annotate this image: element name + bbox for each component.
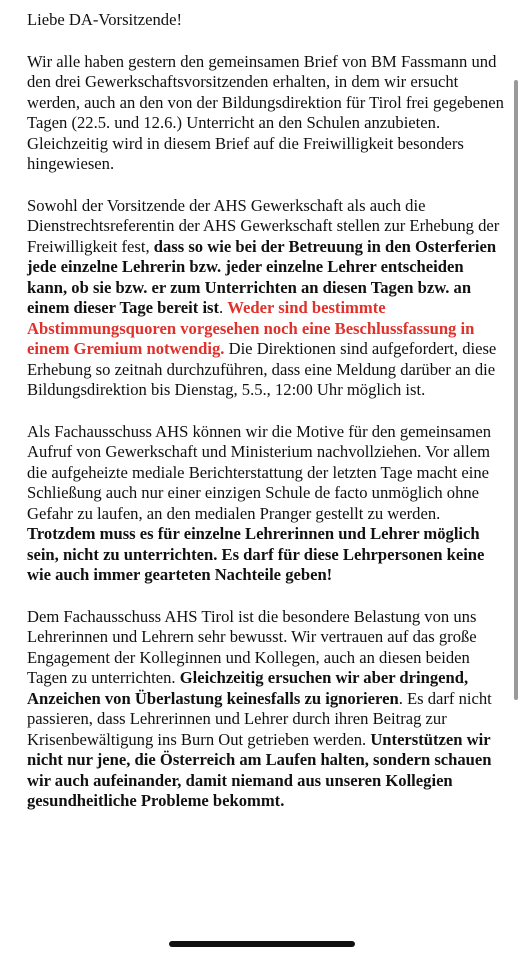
paragraph-4-bold-2: Unterstützen wir nicht nur jene, die Österreich am Laufen halten, sondern schauen wir auch aufeinander, damit niemand aus unseren Kollegien gesundheitliche Probleme bekommt. <box>27 729 492 810</box>
paragraph-4-text-c: . Es darf nicht passieren, dass Lehrerinnen und Lehrer durch ihren Beitrag zur Krisenbewältigung ins Burn Out getrieben werden. <box>27 688 492 749</box>
paragraph-2-text-e: Die Direktionen sind aufgefordert, diese Erhebung so zeitnah durchzuführen, dass eine Meldung darüber an die Bildungsdirektion bis Dienstag, 5.5., 12:00 Uhr möglich ist. <box>27 339 497 399</box>
paragraph-3-text-a: Als Fachausschuss AHS können wir die Motive für den gemeinsamen Aufruf von Gewerkschaft und Ministerium nachvollziehen. Vor allem die aufgeheizte mediale Berichterstattung der letzten Tage macht eine Schließung auch nur einer einzigen Schule de facto unmöglich ohne Gefahr zu laufen, an den medialen Pranger gestellt zu werden. <box>27 421 492 523</box>
paragraph-2-red-highlight: Weder sind bestimmte Abstimmungsquoren vorgesehen noch eine Beschlussfassung in einem Gremium notwendig. <box>27 298 475 358</box>
greeting: Liebe DA-Vorsitzende! <box>27 10 182 29</box>
home-indicator[interactable] <box>169 941 355 947</box>
paragraph-2 <box>27 196 507 401</box>
paragraph-2-text-c: . <box>219 298 228 317</box>
letter-body <box>27 10 507 812</box>
paragraph-4-bold-1: Gleichzeitig ersuchen wir aber dringend, Anzeichen von Überlastung keinesfalls zu ignorieren <box>27 668 469 708</box>
paragraph-3-bold: Trotzdem muss es für einzelne Lehrerinnen und Lehrer möglich sein, nicht zu unterrichten. Es darf für diese Lehrpersonen keine wie auch immer gearteten Nachteile geben! <box>27 524 485 584</box>
paragraph-1: Wir alle haben gestern den gemeinsamen Brief von BM Fassmann und den drei Gewerkschaftsvorsitzenden erhalten, in dem wir ersucht werden, auch an den von der Bildungsdirektion für Tirol frei gegebenen Tagen (22.5. und 12.6.) Unterricht an den Schulen anzubieten. Gleichzeitig wird in diesem Brief auf die Freiwilligkeit besonders hingewiesen. <box>27 51 504 173</box>
paragraph-2-bold: dass so wie bei der Betreuung in den Osterferien jede einzelne Lehrerin bzw. jeder einzelne Lehrer entscheiden kann, ob sie bzw. er zum Unterrichten an diesen Tagen bzw. an einem dieser Tage bereit ist <box>27 236 497 317</box>
paragraph-3 <box>27 422 507 586</box>
paragraph-2-text-a: Sowohl der Vorsitzende der AHS Gewerkschaft als auch die Dienstrechtsreferentin der AHS Gewerkschaft stellen zur Erhebung der Freiwilligkeit fest, <box>27 195 500 256</box>
paragraph-4-text-a: Dem Fachausschuss AHS Tirol ist die besondere Belastung von uns Lehrerinnen und Lehrern sehr bewusst. Wir vertrauen auf das große Engagement der Kolleginnen und Kollegen, auch an diesen beiden Tagen zu unterrichten. <box>27 606 477 687</box>
scrollbar[interactable] <box>514 80 518 700</box>
paragraph-4 <box>27 607 507 812</box>
